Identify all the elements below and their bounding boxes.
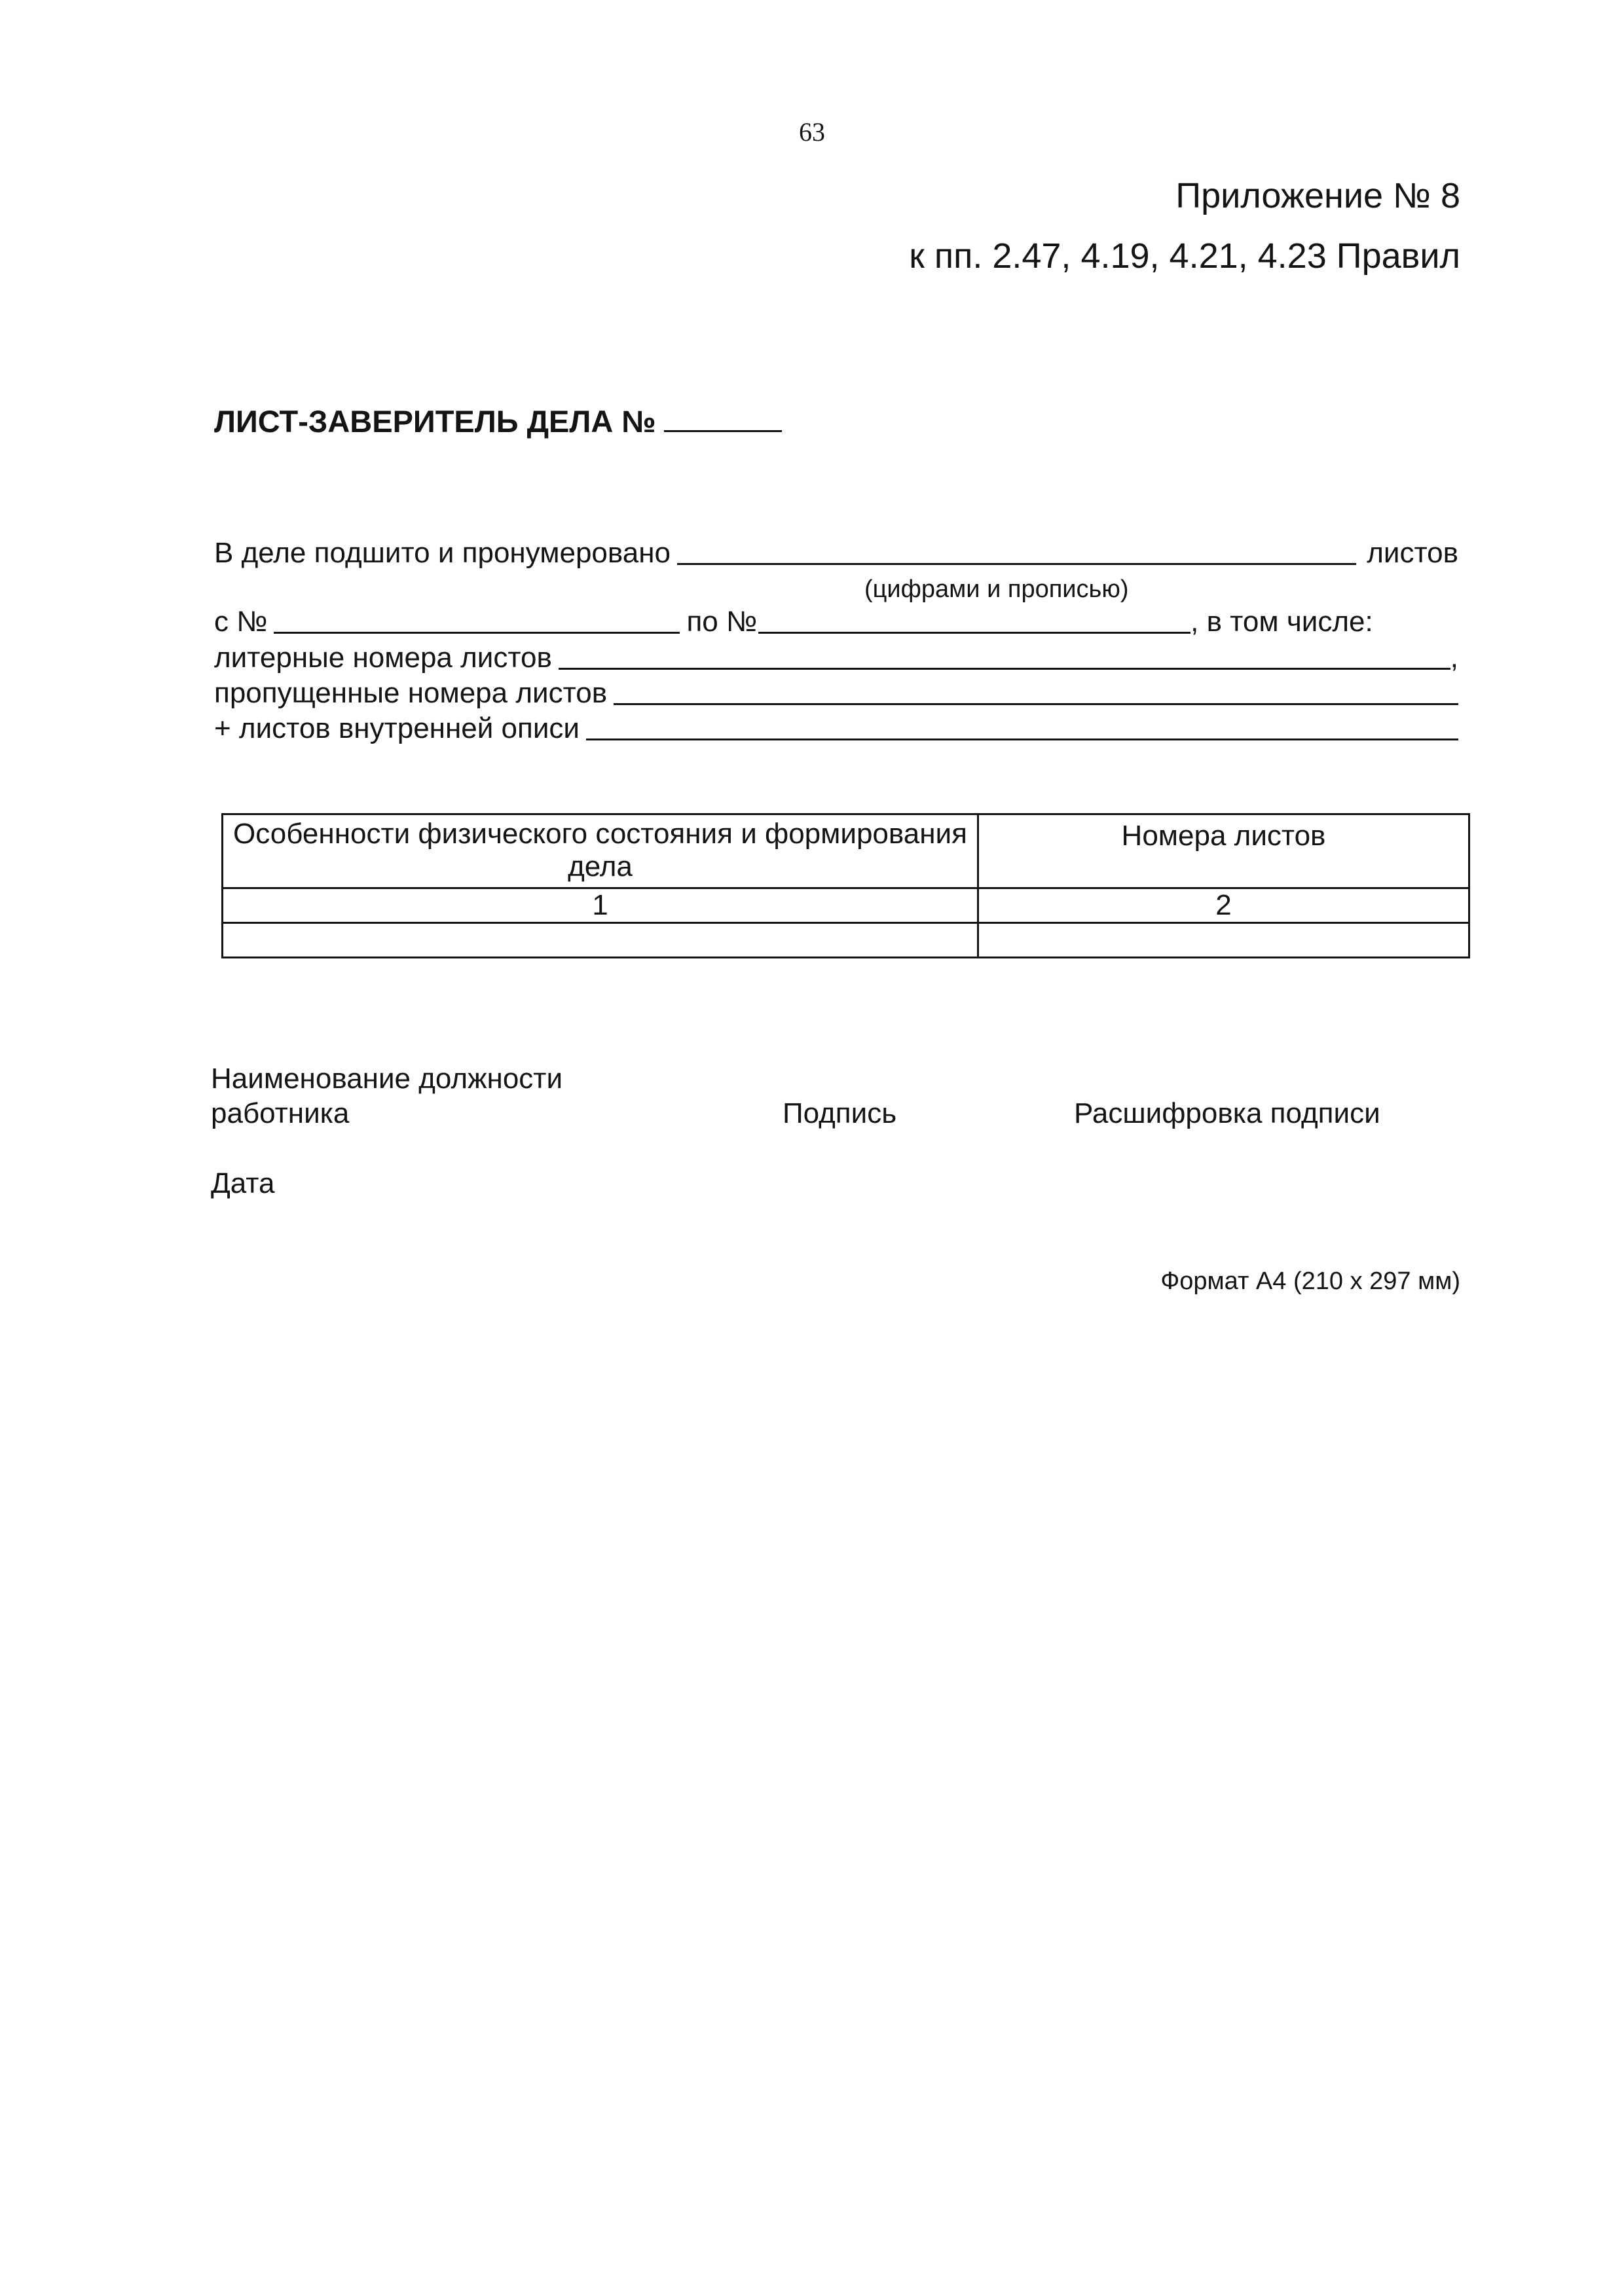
sheets-count-suffix: листов xyxy=(1367,537,1458,569)
letter-numbers-label: литерные номера листов xyxy=(214,642,552,674)
table-header-row xyxy=(223,814,1469,888)
sheets-count-hint: (цифрами и прописью) xyxy=(864,575,1129,603)
signature-decoding-label: Расшифровка подписи xyxy=(1074,1097,1380,1129)
letter-numbers-suffix: , xyxy=(1450,642,1458,674)
table-column-number-row xyxy=(223,888,1469,923)
table-header-features: Особенности физического состояния и формирования дела xyxy=(223,814,978,888)
position-label-continued: работника xyxy=(211,1097,350,1129)
table-cell-sheet-numbers[interactable] xyxy=(978,923,1469,958)
document-title-text: ЛИСТ-ЗАВЕРИТЕЛЬ ДЕЛА № xyxy=(214,404,656,439)
sheet-range-suffix: , в том числе: xyxy=(1190,606,1373,638)
sheets-count-label: В деле подшито и пронумеровано xyxy=(214,537,671,569)
inner-inventory-row xyxy=(214,712,1458,745)
missing-numbers-row xyxy=(214,677,1458,710)
table-header-sheet-numbers: Номера листов xyxy=(978,814,1469,888)
table-column-number: 2 xyxy=(978,888,1469,923)
position-label: Наименование должности xyxy=(211,1063,563,1095)
format-note: Формат А4 (210 х 297 мм) xyxy=(1160,1267,1460,1295)
table-cell-features[interactable] xyxy=(223,923,978,958)
letter-numbers-row xyxy=(214,642,1458,674)
inner-inventory-label: + листов внутренней описи xyxy=(214,712,580,744)
to-number-label: по № xyxy=(686,606,758,638)
table-column-number: 1 xyxy=(223,888,978,923)
appendix-reference: к пп. 2.47, 4.19, 4.21, 4.23 Правил xyxy=(909,236,1460,276)
to-number-blank[interactable] xyxy=(758,606,1190,634)
case-number-blank[interactable] xyxy=(664,401,782,432)
letter-numbers-blank[interactable] xyxy=(559,642,1450,670)
from-number-label: с № xyxy=(214,606,268,638)
sheets-count-row xyxy=(214,537,1458,570)
table-row xyxy=(223,923,1469,958)
missing-numbers-blank[interactable] xyxy=(614,677,1458,705)
date-label: Дата xyxy=(211,1167,275,1199)
from-number-blank[interactable] xyxy=(274,606,680,634)
sheet-range-row xyxy=(214,606,1458,638)
inner-inventory-blank[interactable] xyxy=(586,712,1458,740)
appendix-title: Приложение № 8 xyxy=(1175,176,1460,215)
document-title xyxy=(214,401,782,439)
physical-state-table xyxy=(221,813,1470,958)
missing-numbers-label: пропущенные номера листов xyxy=(214,677,608,709)
sheets-count-blank[interactable] xyxy=(677,537,1356,565)
page-number: 63 xyxy=(799,117,825,147)
signature-label: Подпись xyxy=(783,1097,897,1129)
